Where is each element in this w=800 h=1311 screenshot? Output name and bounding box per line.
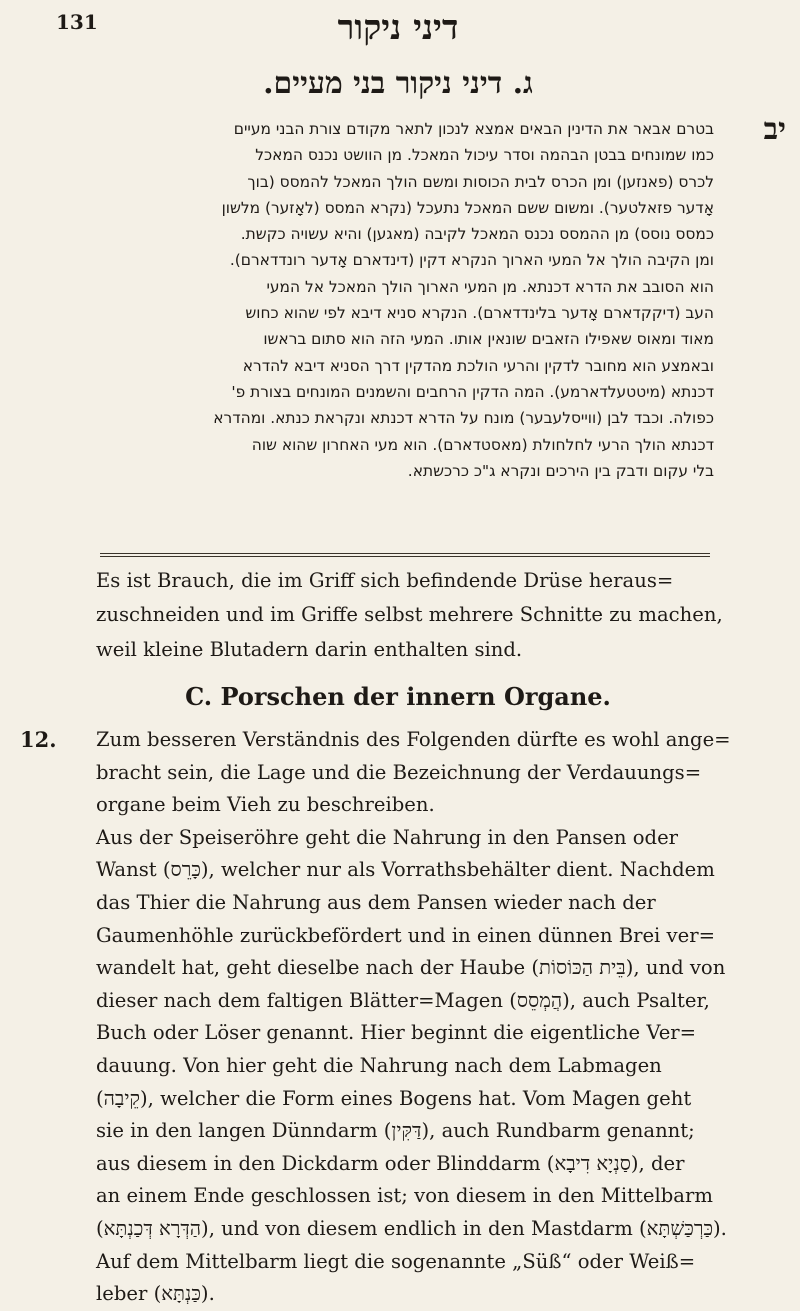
- german-line: das Thier die Nahrung aus dem Pansen wieder nach der: [96, 890, 656, 914]
- hebrew-paragraph: [96, 116, 714, 484]
- hebrew-line: העב (דיקקדארם אָדער בלינדדארם). הנקרא סניא דיבא לפי שהוא כחוש: [245, 304, 714, 323]
- hebrew-paragraph-marker: יב: [763, 112, 786, 147]
- german-line: (קֵיבָה), welcher die Form eines Bogens hat. Vom Magen geht: [96, 1086, 692, 1110]
- hebrew-line: אָדער פזאלטער). ומשום ששם המאכל נתעכל (נקרא המסס (לאָזער) מלשון: [221, 198, 714, 217]
- hebrew-line: ובאמצע הוא מחובר לדקין והרעי הולכת מהדקין דרך הסניא דיבא להדרא: [242, 356, 714, 375]
- german-section-heading: C. Porschen der innern Organe.: [185, 682, 611, 711]
- german-line: Wanst (כָּרֵס), welcher nur als Vorrathsbehälter dient. Nachdem: [96, 858, 715, 882]
- german-line: Buch oder Löser genannt. Hier beginnt die eigentliche Ver=: [96, 1021, 697, 1045]
- german-line: Auf dem Mittelbarm liegt die sogenannte „Süß“ oder Weiß=: [96, 1249, 696, 1273]
- german-line: Gaumenhöhle zurückbefördert und in einen dünnen Brei ver=: [96, 923, 716, 947]
- hebrew-line: מאוד ומאוס שאפילו הזאבים שונאין אותו. המעי הזה הוא סתום בראשו: [263, 330, 714, 349]
- german-line: organe beim Vieh zu beschreiben.: [96, 793, 435, 817]
- hebrew-line: ומן הקיבה הולך אל המעי הארוך הנקרא דקין (דינדארם אָדער רונדדארם).: [229, 251, 714, 270]
- german-line: bracht sein, die Lage und die Bezeichnung der Verdauungs=: [96, 760, 702, 784]
- hebrew-line: כמו שמונחים בבטן הבהמה וסדר עיכול המאכל. מן הוושט נכנס המאכל: [255, 146, 714, 165]
- german-line: dieser nach dem faltigen Blätter=Magen (הֲמְסֵס), auch Psalter,: [96, 988, 710, 1012]
- page-header: [48, 8, 748, 56]
- german-line: dauung. Von hier geht die Nahrung nach dem Labmagen: [96, 1053, 662, 1077]
- german-paragraph-marker: 12.: [20, 727, 57, 752]
- german-line: leber (כַּנְתָּא).: [96, 1282, 215, 1306]
- page-number: 131: [56, 10, 98, 34]
- german-line: aus diesem in den Dickdarm oder Blinddarm (סַנְיָא דִיבָא), der: [96, 1151, 685, 1175]
- german-line: Aus der Speiseröhre geht die Nahrung in den Pansen oder: [96, 825, 679, 849]
- hebrew-line: דכנתא הולך הרעי לחלחולת (מאסטדארם). הוא מעי האחרון שהוא שוה: [251, 435, 714, 454]
- german-line: zuschneiden und im Griffe selbst mehrere Schnitte zu machen,: [96, 603, 723, 627]
- german-line: Es ist Brauch, die im Griff sich befindende Drüse heraus=: [96, 569, 674, 592]
- german-line: wandelt hat, geht dieselbe nach der Haube (בֵּית הַכּוֹסוֹת), und von: [96, 956, 726, 980]
- hebrew-line: כמסס נוסס) מן ההמסס נכנס המאכל לקיבה (מאגען) והיא עשויה כקשת.: [240, 225, 714, 244]
- hebrew-line: כפולה. וכבד לבן (ווייסלעבער) מונח על הדרא דכנתא ונקראת כנתא. ומהדרא: [213, 409, 714, 428]
- hebrew-line: לכרס (פאנזען) ומן הכרס לבית הכוסות ומשם הולך המאכל להמסס (בוך: [247, 172, 714, 191]
- german-line: sie in den langen Dünndarm (דַּקִּין), auch Rundbarm genannt;: [96, 1119, 695, 1143]
- german-intro-paragraph: [96, 564, 723, 667]
- german-line: an einem Ende geschlossen ist; von diesem in den Mittelbarm: [96, 1184, 713, 1208]
- hebrew-section-title: ג. דיני ניקור בני מעיים.: [263, 66, 533, 101]
- hebrew-line: בטרם אבאר את הדינין הבאים אמצא לנכון לתאר מקודם צורת הבני מעיים: [233, 120, 714, 138]
- hebrew-line: בלי עקום ודבק בין הירכים ונקרא ג"כ כרכשתא.: [407, 461, 714, 480]
- german-line: weil kleine Blutadern darin enthalten sind.: [96, 637, 523, 661]
- hebrew-line: הוא הסובב את הדרא דכנתא. מן המעי הארוך הולך המאכל אל המעי: [266, 277, 714, 296]
- german-line: (הַדְּרָא דְּכַנְתָּא), und von diesem endlich in den Mastdarm (כַּרְכַּשְׁתָּא).: [96, 1216, 727, 1240]
- german-paragraph: [96, 724, 731, 1311]
- hebrew-line: דכנתא (מיטטעלדארמע). המה הדקין הרחבים והשמנים המונחים בצורת פ': [231, 382, 714, 401]
- running-head: דיני ניקור: [337, 8, 459, 48]
- german-line: Zum besseren Verständnis des Folgenden dürfte es wohl ange=: [96, 728, 731, 751]
